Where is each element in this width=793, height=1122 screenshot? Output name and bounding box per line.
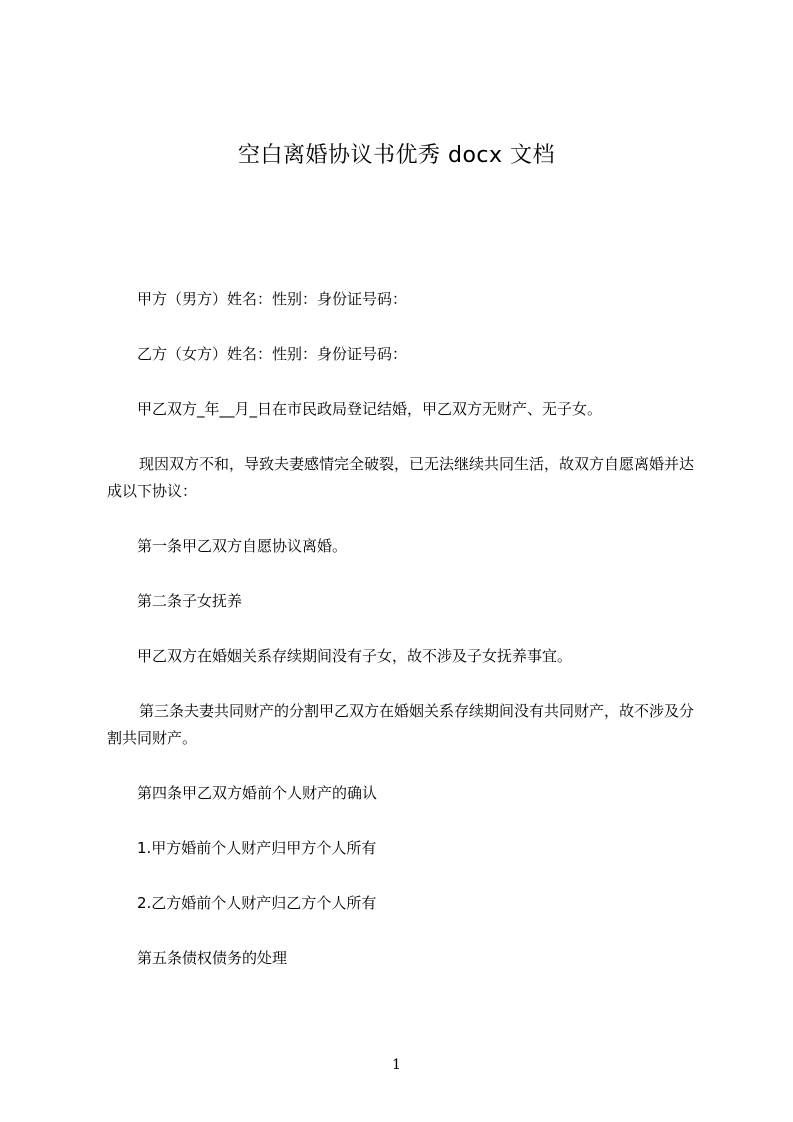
paragraph-article-4: 第四条甲乙双方婚前个人财产的确认 — [137, 784, 378, 802]
paragraph-divorce-reason: 现因双方不和，导致夫妻感情完全破裂，已无法继续共同生活，故双方自愿离婚并达成以下协议： — [107, 455, 695, 500]
document-title: 空白离婚协议书优秀 docx 文档 — [237, 143, 556, 168]
paragraph-article-2: 第二条子女抚养 — [137, 592, 243, 610]
paragraph-party-b: 乙方（女方）姓名：性别：身份证号码： — [137, 345, 408, 363]
paragraph-party-a: 甲方（男方）姓名：性别：身份证号码： — [137, 290, 408, 308]
document-body — [107, 286, 707, 1000]
paragraph-item-1: 1.甲方婚前个人财产归甲方个人所有 — [137, 839, 377, 857]
paragraph-item-2: 2.乙方婚前个人财产归乙方个人所有 — [137, 894, 377, 912]
paragraph-article-3: 第三条夫妻共同财产的分割甲乙双方在婚姻关系存续期间没有共同财产，故不涉及分割共同财产。 — [107, 702, 695, 747]
paragraph-no-children: 甲乙双方在婚姻关系存续期间没有子女，故不涉及子女抚养事宜。 — [137, 647, 573, 665]
paragraph-marriage-registration: 甲乙双方_年__月_日在市民政局登记结婚，甲乙双方无财产、无子女。 — [137, 400, 603, 418]
page-number: 1 — [392, 1057, 401, 1073]
paragraph-article-1: 第一条甲乙双方自愿协议离婚。 — [137, 537, 348, 555]
paragraph-article-5: 第五条债权债务的处理 — [137, 949, 288, 967]
